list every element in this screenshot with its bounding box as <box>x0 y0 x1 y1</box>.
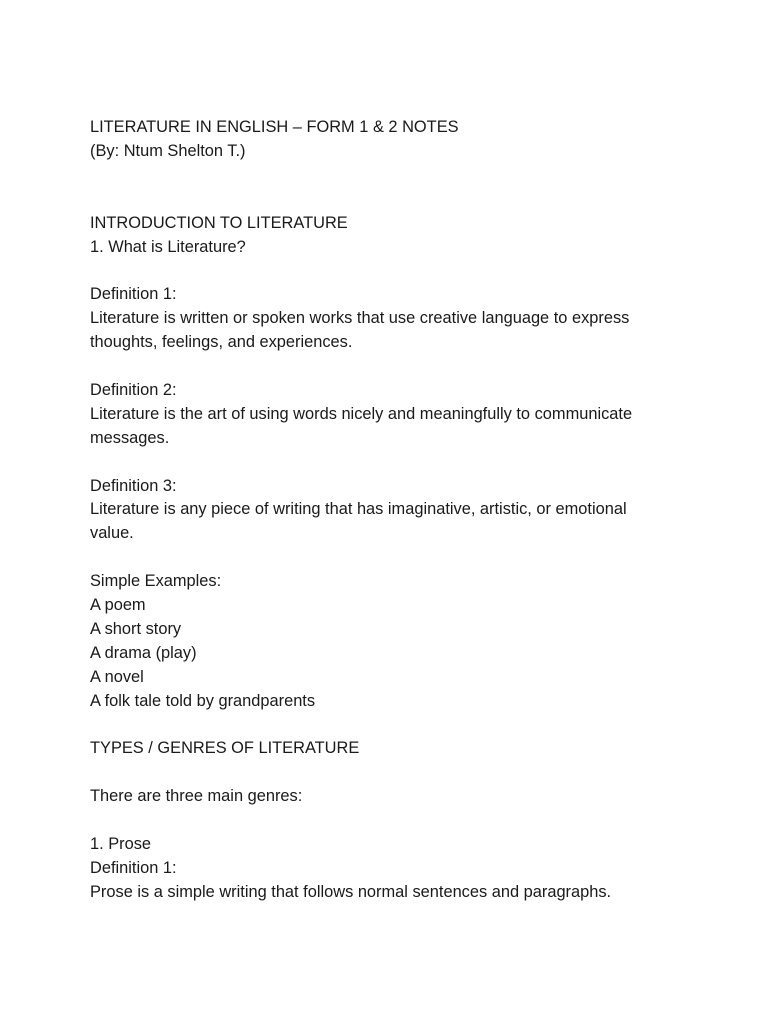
definition-1-text: thoughts, feelings, and experiences. <box>90 333 353 352</box>
prose-definition-label: Definition 1: <box>90 858 177 877</box>
example-item: A short story <box>90 619 182 638</box>
spacer <box>90 546 730 570</box>
definition-1-text: Literature is written or spoken works that use creative language to express <box>90 309 630 328</box>
spacer <box>90 714 730 738</box>
definition-2-text: messages. <box>90 428 170 447</box>
definition-2-text: Literature is the art of using words nicely and meaningfully to communicate <box>90 404 633 423</box>
example-item: A novel <box>90 667 144 686</box>
spacer <box>90 355 730 379</box>
document-author: (By: Ntum Shelton T.) <box>90 141 246 160</box>
example-item: A poem <box>90 596 146 615</box>
definition-1-label: Definition 1: <box>90 285 177 304</box>
prose-definition-text: Prose is a simple writing that follows normal sentences and paragraphs. <box>90 882 612 901</box>
definition-3-text: Literature is any piece of writing that has imaginative, artistic, or emotional <box>90 500 627 519</box>
intro-heading: INTRODUCTION TO LITERATURE <box>90 213 348 232</box>
spacer <box>90 259 730 283</box>
genres-heading: TYPES / GENRES OF LITERATURE <box>90 739 360 758</box>
document-title: LITERATURE IN ENGLISH – FORM 1 & 2 NOTES <box>90 118 459 136</box>
definition-3-text: value. <box>90 524 134 543</box>
examples-label: Simple Examples: <box>90 572 222 591</box>
definition-3-label: Definition 3: <box>90 476 177 495</box>
example-item: A folk tale told by grandparents <box>90 691 316 710</box>
example-item: A drama (play) <box>90 643 197 662</box>
spacer <box>90 761 730 785</box>
spacer <box>90 164 730 212</box>
spacer <box>90 809 730 833</box>
definition-2-label: Definition 2: <box>90 380 177 399</box>
intro-question: 1. What is Literature? <box>90 237 246 256</box>
genres-intro: There are three main genres: <box>90 787 303 806</box>
document-page <box>90 116 730 905</box>
prose-heading: 1. Prose <box>90 835 152 854</box>
spacer <box>90 451 730 475</box>
